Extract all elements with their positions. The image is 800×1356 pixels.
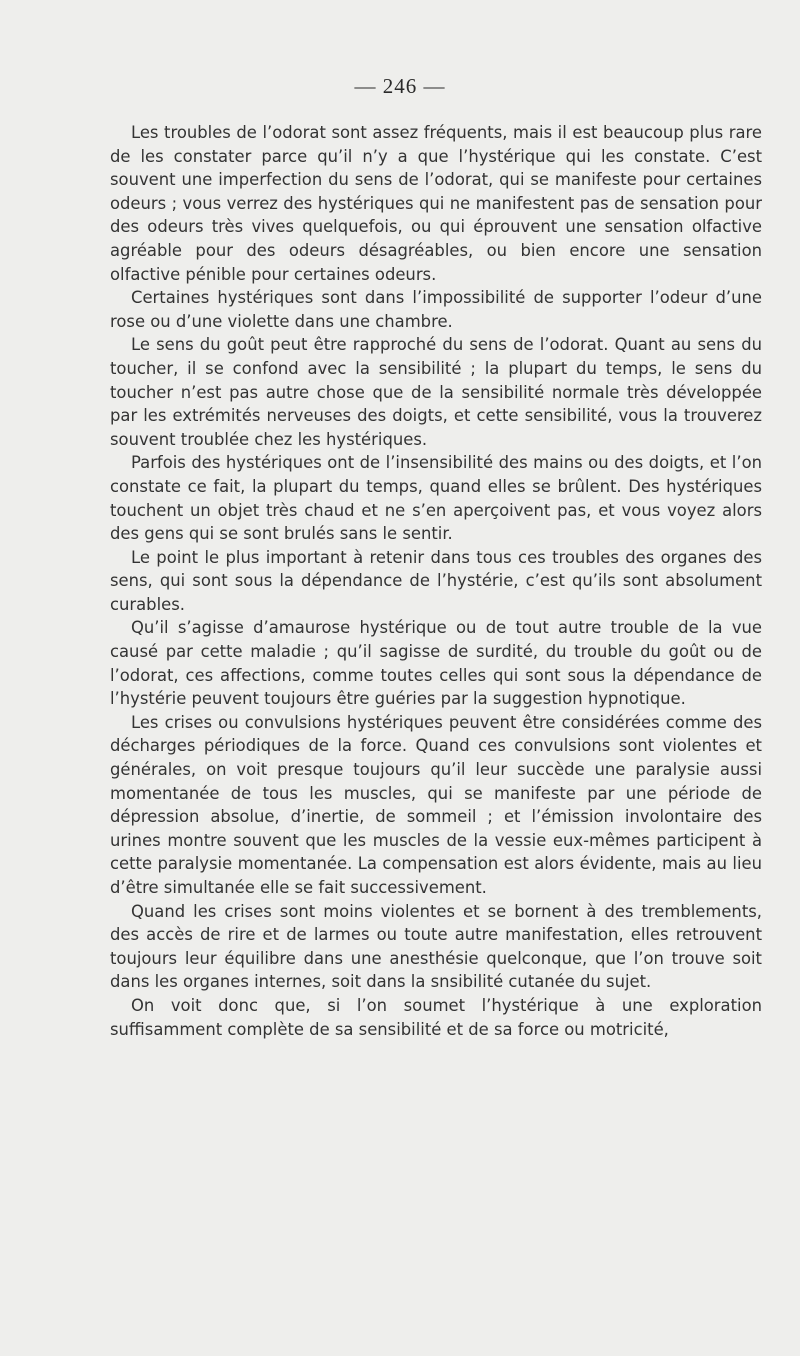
paragraph: Certaines hystériques sont dans l’impossibilité de supporter l’odeur d’une rose ou d’une violette dans une chambre. (110, 288, 762, 331)
paragraph: Qu’il s’agisse d’amaurose hystérique ou de tout autre trouble de la vue causé par cette maladie ; qu’il sagisse de surdité, du trouble du goût ou de l’odorat, ces affections, comme toutes celles qui sont sous la dépendance de l’hystérie peuvent toujours être guéries par la suggestion hypnotique. (110, 618, 762, 709)
page-number: — 246 — (354, 74, 446, 98)
paragraph: Parfois des hystériques ont de l’insensibilité des mains ou des doigts, et l’on constate ce fait, la plupart du temps, quand elles se brûlent. Des hystériques touchent un objet très chaud et ne s’en aperçoivent pas, et vous voyez alors des gens qui se sont brulés sans le sentir. (110, 453, 762, 544)
paragraph: Le sens du goût peut être rapproché du sens de l’odorat. Quant au sens du toucher, il se confond avec la sensibilité ; la plupart du temps, le sens du toucher n’est pas autre chose que de la sensibilité normale très développée par les extrémités nerveuses des doigts, et cette sensibilité, vous la trouverez souvent troublée chez les hystériques. (110, 335, 762, 449)
paragraph: Quand les crises sont moins violentes et se bornent à des tremblements, des accès de rire et de larmes ou toute autre manifestation, elles retrouvent toujours leur équilibre dans une anesthésie quelconque, que l’on trouve soit dans les organes internes, soit dans la snsibilité cutanée du sujet. (110, 901, 762, 992)
paragraph: Le point le plus important à retenir dans tous ces troubles des organes des sens, qui sont sous la dépendance de l’hystérie, c’est qu’ils sont absolument curables. (110, 547, 762, 614)
paragraph: Les crises ou convulsions hystériques peuvent être considérées comme des décharges périodiques de la force. Quand ces convulsions sont violentes et générales, on voit presque toujours qu’il leur succède une paralysie aussi momentanée de tous les muscles, qui se manifeste par une période de dépression absolue, d’inertie, de sommeil ; et l’émission involontaire des urines montre souvent que les muscles de la vessie eux-mêmes participent à cette paralysie momentanée. La compensation est alors évidente, mais au lieu d’être simultanée elle se fait successivement. (110, 712, 762, 897)
paragraph: Les troubles de l’odorat sont assez fréquents, mais il est beaucoup plus rare de les constater parce qu’il n’y a que l’hystérique qui les constate. C’est souvent une imperfection du sens de l’odorat, qui se manifeste pour certaines odeurs ; vous verrez des hystériques qui ne manifestent pas de sensation pour des odeurs très vives quelquefois, ou qui éprouvent une sensation olfactive agréable pour des odeurs désagréables, ou bien encore une sensation olfactive pénible pour certaines odeurs. (110, 123, 762, 284)
page-body (110, 121, 762, 1041)
paragraph: On voit donc que, si l’on soumet l’hystérique à une exploration suffisamment complète de sa sensibilité et de sa force ou motricité, (110, 995, 762, 1039)
